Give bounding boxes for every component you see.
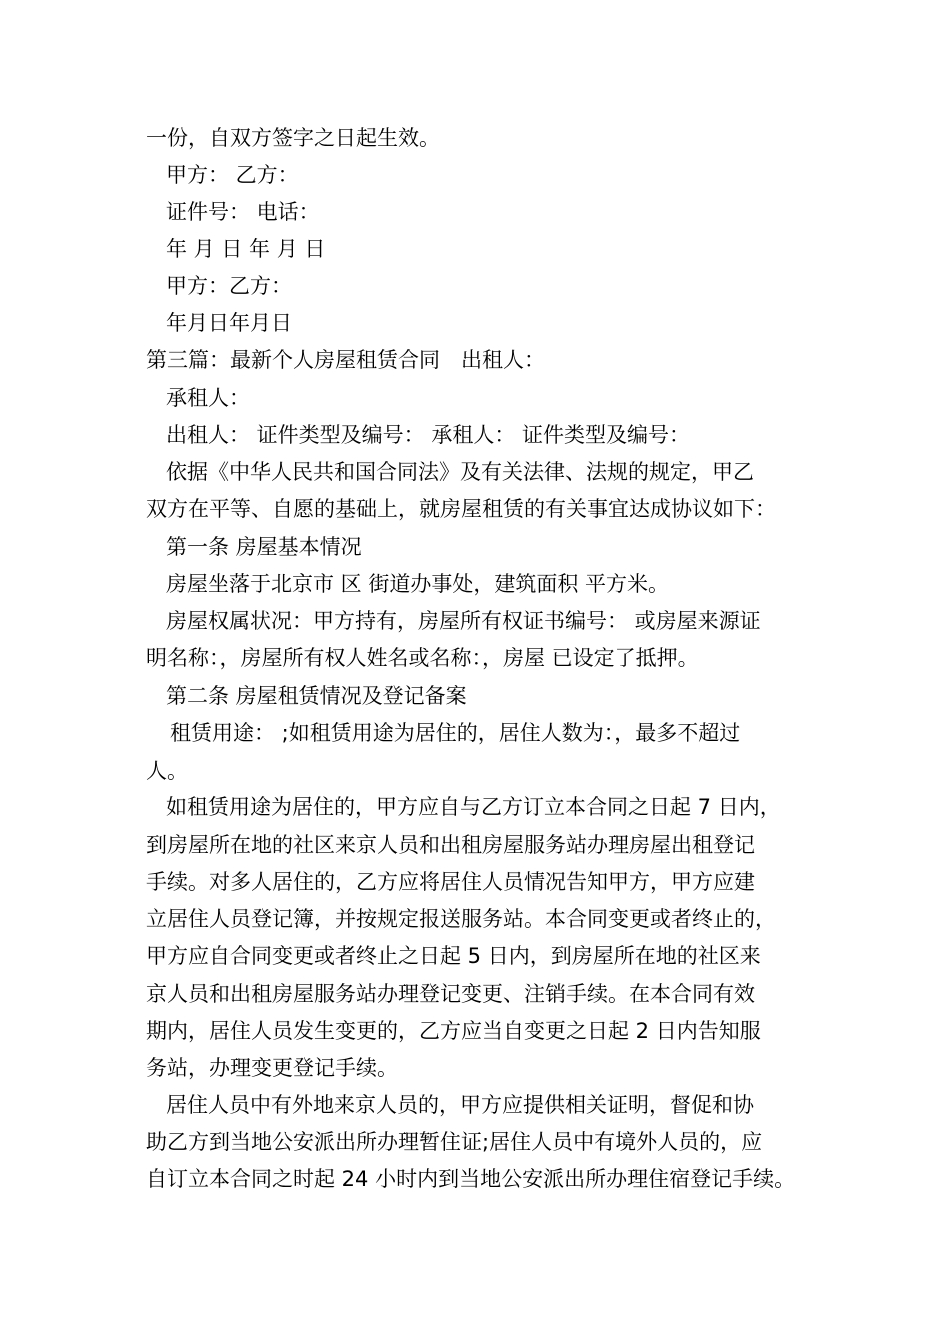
text-line: 双方在平等、自愿的基础上，就房屋租赁的有关事宜达成协议如下： [146,497,776,521]
text-line: 居住人员中有外地来京人员的，甲方应提供相关证明，督促和协 [166,1093,754,1117]
text-line: 明名称：，房屋所有权人姓名或名称：，房屋 已设定了抵押。 [146,646,699,670]
text-line: 如租赁用途为居住的，甲方应自与乙方订立本合同之日起 7 日内， [166,795,781,819]
section-heading: 第三篇：最新个人房屋租赁合同 出租人： [146,348,545,372]
text-line: 年 月 日 年 月 日 [166,237,326,261]
text-line: 期内，居住人员发生变更的，乙方应当自变更之日起 2 日内告知服 [146,1019,761,1043]
text-line: 甲方： 乙方： [166,163,299,187]
article-heading: 第一条 房屋基本情况 [166,535,362,559]
text-line: 自订立本合同之时起 24 小时内到当地公安派出所办理住宿登记手续。 [146,1167,796,1191]
article-heading: 第二条 房屋租赁情况及登记备案 [166,684,467,708]
text-line: 人。 [146,759,188,783]
text-line: 京人员和出租房屋服务站办理登记变更、注销手续。在本合同有效 [146,982,755,1006]
text-line: 出租人： 证件类型及编号： 承租人： 证件类型及编号： [166,423,691,447]
text-line: 房屋权属状况：甲方持有，房屋所有权证书编号： 或房屋来源证 [166,609,761,633]
text-line: 务站，办理变更登记手续。 [146,1056,398,1080]
text-line: 到房屋所在地的社区来京人员和出租房屋服务站办理房屋出租登记 [146,833,755,857]
text-line: 助乙方到当地公安派出所办理暂住证;居住人员中有境外人员的，应 [146,1130,763,1154]
text-line: 甲方应自合同变更或者终止之日起 5 日内，到房屋所在地的社区来 [146,944,761,968]
text-line: 手续。对多人居住的，乙方应将居住人员情况告知甲方，甲方应建 [146,870,755,894]
text-line: 承租人： [166,386,250,410]
text-line: 甲方：乙方： [166,274,292,298]
text-line: 房屋坐落于北京市 区 街道办事处，建筑面积 平方米。 [166,572,670,596]
text-line: 年月日年月日 [166,311,292,335]
text-line: 证件号： 电话： [166,200,320,224]
text-line: 立居住人员登记簿，并按规定报送服务站。本合同变更或者终止的， [146,907,776,931]
text-line: 依据《中华人民共和国合同法》及有关法律、法规的规定，甲乙 [166,460,754,484]
text-line: 租赁用途： ;如租赁用途为居住的，居住人数为：，最多不超过 [170,721,741,745]
text-line: 一份，自双方签字之日起生效。 [146,126,440,150]
